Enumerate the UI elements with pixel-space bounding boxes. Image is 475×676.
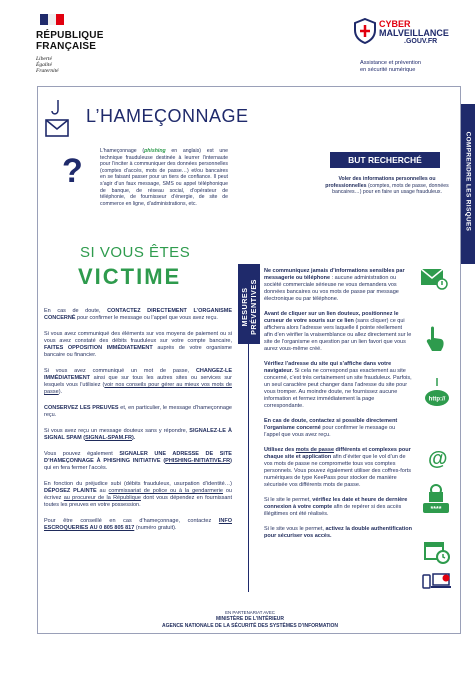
measure-6-c: afin de repérer si des accès illégitimes ont été réalisés.	[264, 504, 402, 517]
motto-egalite: Égalité	[36, 62, 52, 68]
mail-warning-icon	[420, 268, 448, 290]
measure-2-rest: (sans cliquer) ce qui affichera alors l’adresse vers laquelle il pointe réellement afin d’en vérifier la vraisemblance ou allez directement sur le site de l’organisme en question par un lien favori que vous aurez vous-même créé.	[264, 318, 412, 352]
cyber-line3: .GOUV.FR	[404, 38, 438, 45]
victim-p5-a: Si vous avez reçu un message douteux sans y répondre,	[44, 428, 190, 434]
rf-line2: FRANÇAISE	[36, 41, 97, 52]
measure-5	[264, 447, 412, 489]
victim-heading-line2: VICTIME	[78, 264, 182, 289]
goal-bold: Voler des informations personnelles ou professionnelles	[325, 176, 436, 189]
phishing-initiative-link[interactable]: PHISHING-INITIATIVE.FR	[165, 458, 231, 464]
cyber-line1: CYBER	[379, 19, 411, 29]
republique-francaise-logo	[36, 14, 116, 84]
pointer-hand-icon	[424, 326, 446, 352]
side-tab	[461, 104, 475, 264]
side-tab-label: COMPRENDRE LES RISQUES	[464, 131, 472, 232]
goal-text	[318, 176, 456, 196]
victim-p2-c: auprès de votre organisme bancaire ou financier.	[44, 345, 232, 358]
phone-laptop-icon	[422, 572, 452, 592]
measure-1-rest: : aucune administration ou société commerciale sérieuse ne vous demandera vos données bancaires ou vos mots de passe par message électronique ou par téléphone.	[264, 275, 399, 302]
calendar-clock-icon	[424, 540, 450, 564]
victim-p1	[44, 308, 232, 322]
victim-p8-a: Pour être conseillé en cas d’hameçonnage, contactez	[44, 518, 219, 524]
victim-p7-d: ou écrivez	[44, 488, 232, 501]
svg-text:http://: http://	[428, 396, 446, 403]
footer-line2: AGENCE NATIONALE DE LA SÉCURITÉ DES SYSTÈMES D’INFORMATION	[161, 623, 339, 629]
victim-p8	[44, 518, 232, 532]
victim-p7-b: DÉPOSEZ PLAINTE	[44, 488, 97, 494]
victim-p7	[44, 481, 232, 509]
victim-p3-a: Si vous avez communiqué un mot de passe,	[44, 368, 196, 374]
victim-p2	[44, 331, 232, 359]
goal-title: BUT RECHERCHÉ	[348, 155, 422, 165]
victim-p7-e: dont vous dépendez en fournissant toutes les preuves en votre possession.	[44, 495, 232, 508]
definition-after: en anglais) est une technique frauduleuse destinée à leurrer l’internaute pour l’inciter à communiquer des données personnelles (comptes d’accès, mots de passe…) et/ou bancaires en se faisant passer pour un tiers de confiance. Il peut s’agir d’un faux message, SMS ou appel téléphonique de banque, de réseau social, d’opérateur de téléphonie, de fournisseur d’énergie, de site de commerce en ligne, d’administrations, etc.	[100, 148, 228, 207]
passwords-advice-link[interactable]: voir nos conseils pour gérer au mieux vos mots de passe	[44, 382, 232, 395]
victim-p4-a: CONSERVEZ LES PREUVES	[44, 405, 119, 411]
marianne-flag-icon	[40, 14, 64, 25]
measure-2	[264, 311, 412, 353]
definition-term: phishing	[144, 148, 166, 154]
measure-3-rest: Si cela ne correspond pas exactement au site concerné, c’est très certainement un site frauduleux. Parfois, un seul caractère peut changer dans l’adresse du site pour vous tromper. Au moindre doute, ne fournissez aucune information et fermez immédiatement la page correspondante.	[264, 368, 412, 409]
measure-3-bold: Vérifiez l’adresse du site qui s’affiche dans votre navigateur.	[264, 361, 392, 374]
measure-6-bold: vérifiez les date et heure de dernière connexion à votre compte	[264, 497, 408, 510]
victim-p1-a: En cas de doute,	[44, 308, 108, 314]
measure-7-a: Si le site vous le permet,	[264, 526, 326, 532]
victim-p6-c: )	[230, 458, 232, 464]
goal-rest: (comptes, mots de passe, données bancaires…) pour en faire un usage frauduleux.	[332, 182, 449, 196]
footer-line1: MINISTÈRE DE L’INTÉRIEUR	[215, 616, 285, 622]
victim-p2-a: Si vous avez communiqué des éléments sur vos moyens de paiement ou si vous avez constaté des débits frauduleux sur votre compte bancaire,	[44, 331, 232, 344]
goal-title-box	[330, 152, 440, 168]
victim-p8-c: (numéro gratuit).	[134, 525, 177, 531]
measure-7-bold: activez la double authentification pour sécuriser vos accès.	[264, 526, 412, 539]
victim-p7-a: En fonction du préjudice subi (débits frauduleux, usurpation d’identité…)	[44, 481, 232, 487]
cyber-tagline2: en sécurité numérique	[360, 67, 416, 73]
measure-1-bold: Ne communiquez jamais d’informations sensibles par messagerie ou téléphone	[264, 268, 405, 281]
measure-4-bold: En cas de doute, contactez si possible directement l’organisme concerné	[264, 418, 398, 431]
definition-text	[100, 148, 228, 207]
victim-p7-c: au	[96, 488, 109, 494]
definition-before: L’hameçonnage (	[100, 148, 145, 154]
cyber-line2: MALVEILLANCE	[379, 28, 449, 38]
victim-p4-b: et, en particulier, le message d’hameçonnage reçu.	[44, 405, 232, 418]
cybermalveillance-logo	[352, 16, 467, 82]
victim-p2-b: FAITES OPPOSITION IMMÉDIATEMENT	[44, 345, 153, 351]
measures-tab-label: MESURES PRÉVENTIVES	[240, 279, 258, 335]
shield-logo-icon	[354, 18, 376, 44]
signal-spam-link[interactable]: SIGNAL-SPAM.FR	[85, 435, 133, 441]
passwords-link[interactable]: mots de passe	[295, 447, 335, 453]
measure-5-rest: afin d’éviter que le vol d’un de vos mots de passe ne compromette tous vos comptes personnels. Vous pouvez également utiliser des coffres-forts numériques de type KeePass pour stocker de manière sécurisée vos différents mots de passe.	[264, 454, 411, 488]
police-link[interactable]: commissariat de police ou à la gendarmerie	[108, 488, 223, 494]
victim-p3-d: ).	[58, 389, 63, 395]
measure-4-rest: pour confirmer le message ou l’appel que vous avez reçu.	[264, 425, 396, 438]
measure-4	[264, 418, 412, 439]
victim-heading-line1: SI VOUS ÊTES	[80, 244, 191, 261]
victim-p3-b: CHANGEZ-LE IMMÉDIATEMENT	[44, 368, 232, 381]
measure-5-bold2: différents et complexes pour chaque site et application	[264, 447, 411, 460]
measure-3	[264, 361, 412, 410]
measures-tab	[238, 264, 260, 344]
motto-liberte: Liberté	[36, 56, 52, 62]
victim-p6-b: SIGNALER UNE ADRESSE DE SITE D’HAMEÇONNAGE À PHISHING INITIATIVE (	[44, 451, 232, 464]
measure-1	[264, 268, 412, 303]
victim-column	[44, 308, 232, 532]
svg-text:****: ****	[430, 506, 442, 513]
question-mark-icon: ?	[62, 152, 83, 190]
measure-6-a: Si le site le permet,	[264, 497, 313, 503]
info-escroqueries-link[interactable]: INFO ESCROQUERIES AU 0 805 805 817	[44, 518, 232, 531]
measures-column	[264, 268, 412, 540]
page-title: L’HAMEÇONNAGE	[86, 106, 249, 126]
measure-2-bold: Avant de cliquer sur un lien douteux, positionnez le curseur de votre souris sur ce lien	[264, 311, 399, 324]
measure-5-bold1: Utilisez des	[264, 447, 296, 453]
victim-p1-c: pour confirmer le message ou l’appel que vous avez reçu.	[75, 315, 218, 321]
victim-p6	[44, 451, 232, 472]
http-fishhook-icon	[424, 378, 450, 410]
at-sign-icon: @	[428, 448, 448, 470]
rf-line1: RÉPUBLIQUE	[36, 30, 104, 41]
victim-p5	[44, 428, 232, 442]
footer-intro: EN PARTENARIAT AVEC	[225, 610, 275, 615]
victim-p6-d: qui en fera fermer l’accès.	[44, 465, 108, 471]
motto-fraternite: Fraternité	[36, 68, 59, 74]
measure-6	[264, 497, 412, 518]
victim-p3-c: ainsi que sur tous les autres sites ou services sur lesquels vous l’utilisiez (	[44, 375, 232, 388]
procureur-link[interactable]: au procureur de la République	[63, 495, 141, 501]
victim-p3	[44, 368, 232, 396]
victim-p6-a: Vous pouvez également	[44, 451, 120, 457]
cyber-tagline1: Assistance et prévention	[360, 60, 421, 66]
victim-p1-b: CONTACTEZ DIRECTEMENT L’ORGANISME CONCERNÉ	[44, 308, 232, 321]
measure-7	[264, 526, 412, 540]
envelope-fishhook-icon	[44, 100, 70, 140]
measures-divider	[248, 344, 249, 592]
password-lock-icon	[422, 484, 450, 514]
victim-p5-b: SIGNALEZ-LE À SIGNAL SPAM (	[44, 428, 232, 441]
victim-p4	[44, 405, 232, 419]
victim-p5-c: ).	[132, 435, 136, 441]
